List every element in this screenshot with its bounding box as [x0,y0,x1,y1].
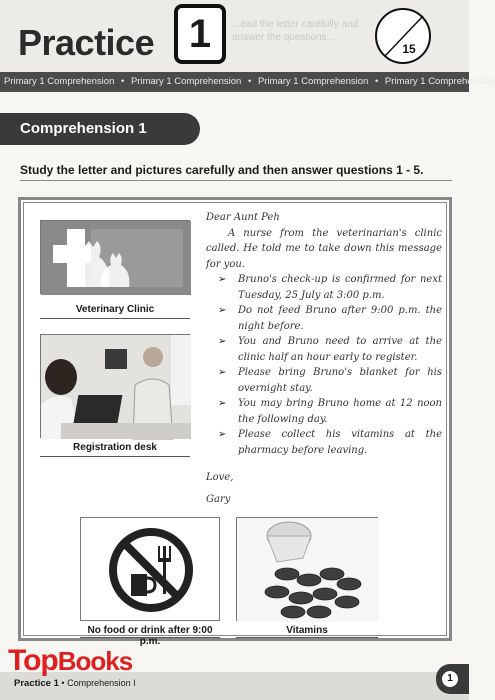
arrow-bullet-icon: ➢ [218,305,227,316]
practice-title: Practice [18,22,155,63]
arrow-bullet-icon: ➢ [218,367,227,378]
letter [206,210,442,507]
list-item-text: You may bring Bruno home at 12 noon the following day. [238,398,442,425]
letter-list [206,272,442,458]
letter-closing: Love, [206,472,234,483]
letter-signature: Gary [206,493,231,505]
footer-separator: • [61,678,65,688]
logo-books: Books [57,646,133,676]
list-item-text: Please collect his vitamins at the pharmacy before leaving. [238,429,442,456]
list-item-text: Do not feed Bruno after 9:00 p.m. the night before. [238,305,442,332]
list-item-text: Please bring Bruno's blanket for his overnight stay. [238,367,442,394]
arrow-bullet-icon: ➢ [218,398,227,409]
no-food-drink-icon [81,518,221,622]
caption-clinic: Veterinary Clinic [75,304,155,315]
caption-vitamins: Vitamins [286,625,328,636]
strip-text: Primary 1 Comprehension [4,76,115,87]
arrow-bullet-icon: ➢ [218,336,227,347]
letter-greeting: Dear Aunt Peh [206,212,280,223]
footer-section: Comprehension I [67,678,136,688]
list-item [206,334,442,365]
strip-separator: • [374,76,379,87]
page-number: 1 [442,671,458,687]
list-item [206,365,442,396]
practice-number: 1 [174,4,226,64]
arrow-bullet-icon: ➢ [218,429,227,440]
page-header [0,0,469,72]
divider [20,180,452,181]
caption-underline [40,318,190,319]
strip-separator: • [121,76,125,87]
list-item [206,427,442,458]
list-item-text: Bruno's check-up is confirmed for next Tuesday, 25 July at 3:00 p.m. [238,274,442,301]
caption-underline [40,456,190,457]
list-item [206,303,442,334]
instruction: Study the letter and pictures carefully and then answer questions 1 - 5. [20,163,424,177]
logo-top: Top [8,644,58,677]
list-item [206,272,442,303]
arrow-bullet-icon: ➢ [218,274,227,285]
registration-desk-photo [41,335,191,439]
caption-no-food: No food or drink after 9:00 p.m. [87,625,213,647]
strip-separator: • [247,76,252,87]
list-item-text: You and Bruno need to arrive at the clinic half an hour early to register. [238,336,442,363]
registration-desk-image [40,334,190,438]
subject-strip [0,72,495,92]
topbooks-watermark-logo [8,644,132,678]
section-title: Comprehension 1 [0,113,200,145]
list-item [206,396,442,427]
footer-text [14,678,136,689]
score-circle [373,6,433,66]
score-value: 15 [402,42,416,56]
caption-underline [236,637,378,638]
letter-intro: A nurse from the veterinarian's clinic called. He told me to take down this message for you. [206,227,442,270]
no-food-sign-image [80,517,220,621]
clinic-sign-image [40,220,190,294]
strip-text: Primary 1 Comprehension [257,76,369,87]
strip-text: Primary 1 Comprehension [130,76,242,87]
faded-background-text: ...ead the letter carefully and answer the questions... [232,19,359,43]
caption-underline [80,637,220,638]
strip-text: Primary 1 Comprehension [384,76,495,87]
vitamins-image [236,517,378,621]
caption-desk: Registration desk [73,442,157,453]
footer-practice: Practice 1 [14,678,59,689]
vitamin-pills-photo [237,518,379,622]
vet-cross-icon [41,221,191,295]
